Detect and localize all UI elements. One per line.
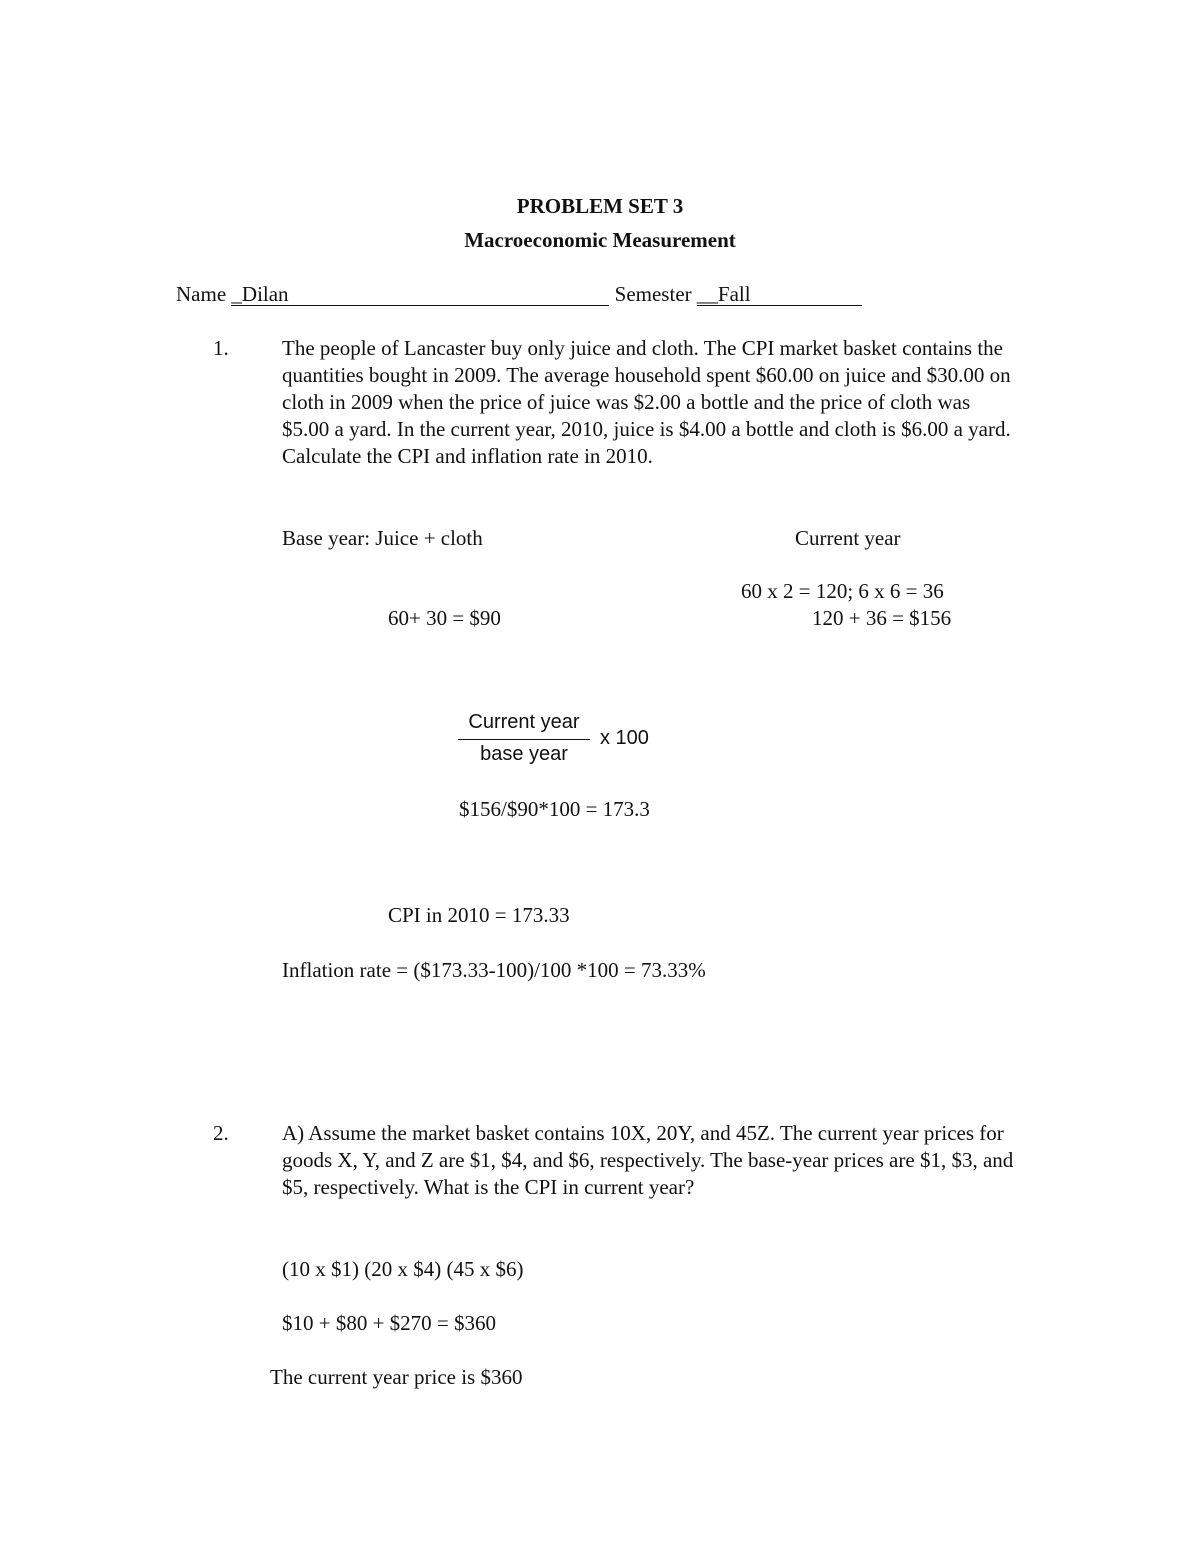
question-2-text: A) Assume the market basket contains 10X, 20Y, and 45Z. The current year prices for goods X, Y, and Z are $1, $4, and $6, respectively. The base-year prices are $1, $3, and $5, respectively. What is the CPI in current year? bbox=[282, 1121, 1014, 1199]
base-year-calc: 60+ 30 = $90 bbox=[388, 606, 501, 630]
question-2-result: The current year price is $360 bbox=[270, 1365, 523, 1389]
name-semester-line bbox=[176, 281, 862, 308]
document-title: PROBLEM SET 3 bbox=[516, 194, 684, 218]
question-1-text: The people of Lancaster buy only juice and cloth. The CPI market basket contains the quantities bought in 2009. The average household spent $60.00 on juice and $30.00 on cloth in 2009 when the price of juice was $2.00 a bottle and the price of cloth was $5.00 a yard. In the current year, 2010, juice is $4.00 a bottle and cloth is $6.00 a yard. Calculate the CPI and inflation rate in 2010. bbox=[282, 336, 1011, 468]
formula-denominator: base year bbox=[480, 743, 568, 765]
inflation-rate-result: Inflation rate = ($173.33-100)/100 *100 = 73.33% bbox=[282, 958, 706, 982]
question-2-calc-1: (10 x $1) (20 x $4) (45 x $6) bbox=[282, 1257, 524, 1281]
formula-multiplier: x 100 bbox=[600, 727, 649, 749]
base-year-label: Base year: Juice + cloth bbox=[282, 526, 483, 550]
formula-fraction-bar bbox=[458, 739, 590, 740]
cpi-result: CPI in 2010 = 173.33 bbox=[388, 903, 570, 927]
formula-numerator: Current year bbox=[468, 711, 580, 733]
question-2-calc-2: $10 + $80 + $270 = $360 bbox=[282, 1311, 497, 1335]
name-field: _Dilan bbox=[231, 283, 609, 306]
current-year-label: Current year bbox=[795, 526, 901, 550]
current-year-calc-2: 120 + 36 = $156 bbox=[812, 606, 952, 630]
name-label: Name bbox=[176, 282, 232, 306]
cpi-formula bbox=[456, 707, 666, 771]
semester-field: __Fall bbox=[697, 283, 862, 306]
question-2-number: 2. bbox=[213, 1121, 229, 1145]
question-1-number: 1. bbox=[213, 336, 229, 360]
document-subtitle: Macroeconomic Measurement bbox=[464, 228, 736, 252]
semester-label: Semester bbox=[609, 282, 697, 306]
cpi-calculation: $156/$90*100 = 173.3 bbox=[459, 797, 650, 821]
current-year-calc-1: 60 x 2 = 120; 6 x 6 = 36 bbox=[741, 579, 944, 603]
